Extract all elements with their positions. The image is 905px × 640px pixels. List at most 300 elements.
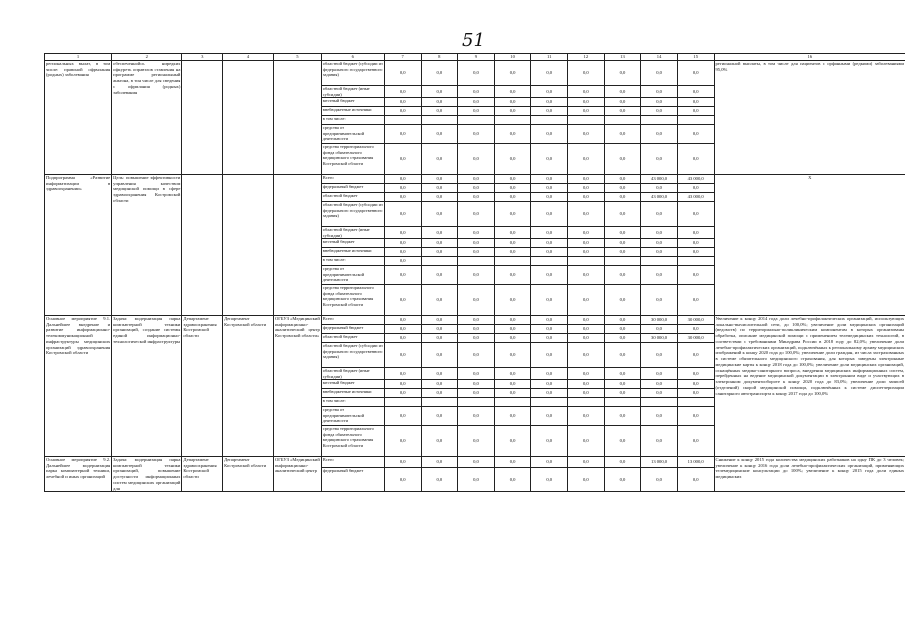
amount-cell: [384, 116, 421, 125]
amount-cell: 0,0: [604, 125, 641, 144]
column-number-cell: 15: [677, 54, 714, 61]
funding-source-label: областной бюджет (субсидии из федерального государственного задания): [321, 202, 384, 227]
amount-cell: 0,0: [641, 343, 678, 368]
amount-cell: 0,0: [641, 248, 678, 257]
amount-cell: 0,0: [531, 334, 568, 343]
amount-cell: 0,0: [641, 86, 678, 98]
block-c2-cell: Задача: модернизация парка компьютерной техники организаций, повышение доступности информационных систем медицинских организаций для: [113, 457, 181, 491]
amount-cell: 0,0: [458, 193, 495, 202]
amount-cell: 0,0: [641, 285, 678, 316]
amount-cell: [421, 116, 458, 125]
funding-source-label: в том числе:: [321, 116, 384, 125]
block-c2-cell: обеспеченнойсь ниредких офкуреть оправтлов ставления на программе регионалыный аньтона, в тон числе для сведения с офрмлания (родных) заболевания: [112, 61, 182, 175]
amount-cell: 0,0: [494, 248, 531, 257]
amount-cell: 0,0: [458, 184, 495, 193]
amount-cell: 0,0: [384, 175, 421, 184]
amount-cell: 0,0: [421, 334, 458, 343]
block-c5-cell: [273, 175, 321, 316]
amount-cell: 0,0: [494, 193, 531, 202]
amount-cell: 0,0: [531, 325, 568, 334]
amount-cell: 0,0: [421, 343, 458, 368]
amount-cell: 0,0: [494, 468, 531, 492]
amount-cell: 0,0: [421, 407, 458, 426]
amount-cell: 0,0: [384, 61, 421, 86]
amount-cell: 0,0: [421, 184, 458, 193]
amount-cell: 0,0: [384, 316, 421, 325]
amount-cell: 0,0: [458, 202, 495, 227]
amount-cell: 0,0: [384, 457, 421, 468]
amount-cell: 0,0: [531, 407, 568, 426]
amount-cell: 0,0: [494, 426, 531, 457]
target-indicators-cell: Снижение к концу 2015 года количества медицинских работников на одну ПК до 3 человек; увеличение к концу 2016 года доли лечебно-профилактических организаций, применяющих телемедицинские консультации до 100%; увеличение к концу 2015 года доли единых медицинских: [714, 457, 905, 492]
funding-source-label: в том числе:: [321, 398, 384, 407]
amount-cell: 0,0: [531, 426, 568, 457]
amount-cell: 0,0: [384, 184, 421, 193]
amount-cell: 0,0: [677, 389, 714, 398]
block-c4-cell: Департамент Костромской области: [223, 457, 274, 492]
funding-source-label: средства территориального фонда обязательного медицинского страхования Костромской области: [321, 426, 384, 457]
column-number-cell: 4: [223, 54, 274, 61]
amount-cell: 0,0: [677, 107, 714, 116]
amount-cell: 0,0: [677, 407, 714, 426]
amount-cell: 0,0: [604, 86, 641, 98]
amount-cell: 0,0: [531, 343, 568, 368]
table-body: [45, 54, 905, 492]
amount-cell: 0,0: [421, 325, 458, 334]
amount-cell: 0,0: [531, 380, 568, 389]
amount-cell: 0,0: [494, 144, 531, 175]
amount-cell: 0,0: [384, 368, 421, 380]
amount-cell: [641, 398, 678, 407]
amount-cell: [677, 398, 714, 407]
amount-cell: 0,0: [677, 368, 714, 380]
amount-cell: 0,0: [384, 125, 421, 144]
amount-cell: 43 000,0: [677, 193, 714, 202]
amount-cell: 0,0: [568, 285, 605, 316]
amount-cell: 0,0: [421, 98, 458, 107]
table-row: [45, 61, 905, 86]
amount-cell: 0,0: [421, 380, 458, 389]
amount-cell: 0,0: [641, 380, 678, 389]
amount-cell: 0,0: [494, 389, 531, 398]
block-c2-cell: Задача: модернизация парка компьютерной техники организаций, создание системы единой информационно-технологической инфраструктуры: [112, 316, 182, 457]
amount-cell: 0,0: [384, 334, 421, 343]
amount-cell: 0,0: [604, 380, 641, 389]
column-number-cell: 10: [494, 54, 531, 61]
amount-cell: 0,0: [421, 426, 458, 457]
amount-cell: 0,0: [604, 389, 641, 398]
amount-cell: 0,0: [384, 266, 421, 285]
amount-cell: 0,0: [531, 248, 568, 257]
amount-cell: 0,0: [677, 248, 714, 257]
amount-cell: 0,0: [384, 239, 421, 248]
funding-source-label: Всего: [321, 175, 384, 184]
block-c3-cell: Департамент здравоохранения Костромской области: [182, 457, 223, 492]
funding-source-label: в том числе:: [321, 257, 384, 266]
amount-cell: [604, 116, 641, 125]
funding-source-label: средства территориального фонда обязательного медицинского страхования Костромской области: [321, 285, 384, 316]
amount-cell: 30 000,0: [677, 334, 714, 343]
amount-cell: 0,0: [568, 125, 605, 144]
funding-source-label: местный бюджет: [321, 380, 384, 389]
amount-cell: 0,0: [421, 202, 458, 227]
amount-cell: 30 000,0: [641, 334, 678, 343]
block-c3-cell: Департамент здравоохранения Костромской области: [182, 316, 223, 457]
amount-cell: 0,0: [458, 175, 495, 184]
amount-cell: 0,0: [677, 325, 714, 334]
amount-cell: 0,0: [641, 407, 678, 426]
funding-source-label: областной бюджет (субсидии из федерального государственного задания): [321, 61, 384, 86]
amount-cell: 0,0: [421, 227, 458, 239]
amount-cell: 0,0: [384, 107, 421, 116]
amount-cell: 0,0: [494, 175, 531, 184]
amount-cell: 0,0: [458, 407, 495, 426]
block-c2-cell: Цель: повышение эффективности управления качеством медицинской помощи в сфере здравоохранения Костромской области: [112, 175, 182, 316]
amount-cell: 0,0: [604, 325, 641, 334]
amount-cell: 0,0: [604, 266, 641, 285]
amount-cell: [677, 257, 714, 266]
amount-cell: 0,0: [458, 248, 495, 257]
amount-cell: 0,0: [531, 266, 568, 285]
amount-cell: 0,0: [677, 184, 714, 193]
amount-cell: 0,0: [384, 193, 421, 202]
amount-cell: 0,0: [568, 407, 605, 426]
amount-cell: 0,0: [458, 227, 495, 239]
amount-cell: 0,0: [458, 285, 495, 316]
page-number: 51: [462, 30, 485, 51]
amount-cell: 0,0: [568, 368, 605, 380]
amount-cell: 0,0: [421, 457, 458, 468]
amount-cell: [494, 116, 531, 125]
amount-cell: 0,0: [568, 316, 605, 325]
amount-cell: 0,0: [458, 98, 495, 107]
amount-cell: 0,0: [568, 144, 605, 175]
amount-cell: 0,0: [384, 285, 421, 316]
amount-cell: 0,0: [384, 248, 421, 257]
amount-cell: 0,0: [384, 98, 421, 107]
amount-cell: 0,0: [384, 202, 421, 227]
funding-source-label: областной бюджет (иные субсидии): [321, 227, 384, 239]
amount-cell: 0,0: [604, 184, 641, 193]
amount-cell: 0,0: [494, 266, 531, 285]
amount-cell: 0,0: [494, 325, 531, 334]
amount-cell: 0,0: [604, 457, 641, 468]
amount-cell: 0,0: [458, 457, 495, 468]
amount-cell: 0,0: [568, 193, 605, 202]
table-row: [45, 175, 905, 184]
amount-cell: 0,0: [494, 368, 531, 380]
amount-cell: [641, 257, 678, 266]
amount-cell: 0,0: [604, 285, 641, 316]
table-row: [45, 457, 905, 468]
amount-cell: 0,0: [677, 380, 714, 389]
amount-cell: 0,0: [384, 325, 421, 334]
amount-cell: 0,0: [604, 248, 641, 257]
amount-cell: 0,0: [421, 316, 458, 325]
amount-cell: 0,0: [458, 61, 495, 86]
amount-cell: 0,0: [604, 107, 641, 116]
amount-cell: 0,0: [641, 144, 678, 175]
amount-cell: 0,0: [384, 227, 421, 239]
budget-table: [44, 53, 905, 492]
amount-cell: 13 000,0: [641, 457, 678, 468]
amount-cell: 0,0: [458, 107, 495, 116]
amount-cell: 0,0: [568, 426, 605, 457]
amount-cell: 0,0: [531, 144, 568, 175]
amount-cell: 0,0: [531, 389, 568, 398]
amount-cell: 0,0: [458, 334, 495, 343]
amount-cell: 0,0: [458, 426, 495, 457]
amount-cell: 0,0: [531, 239, 568, 248]
amount-cell: 0,0: [384, 343, 421, 368]
amount-cell: 0,0: [531, 107, 568, 116]
amount-cell: 0,0: [604, 144, 641, 175]
block-c3-cell: [182, 61, 223, 175]
amount-cell: 0,0: [604, 193, 641, 202]
funding-source-label: областной бюджет: [321, 334, 384, 343]
amount-cell: [458, 257, 495, 266]
amount-cell: 0,0: [531, 86, 568, 98]
amount-cell: 0,0: [568, 468, 605, 492]
amount-cell: 0,0: [677, 125, 714, 144]
amount-cell: 30 000,0: [677, 316, 714, 325]
amount-cell: 0,0: [531, 316, 568, 325]
amount-cell: 0,0: [421, 368, 458, 380]
amount-cell: 0,0: [531, 285, 568, 316]
amount-cell: 0,0: [604, 343, 641, 368]
funding-source-label: федеральный бюджет: [321, 325, 384, 334]
amount-cell: 0,0: [568, 248, 605, 257]
amount-cell: 0,0: [531, 184, 568, 193]
column-number-cell: 16: [714, 54, 905, 61]
amount-cell: 0,0: [604, 426, 641, 457]
amount-cell: 30 000,0: [641, 316, 678, 325]
amount-cell: 0,0: [384, 407, 421, 426]
amount-cell: 0,0: [494, 61, 531, 86]
amount-cell: [494, 257, 531, 266]
amount-cell: 0,0: [604, 98, 641, 107]
amount-cell: 0,0: [641, 61, 678, 86]
amount-cell: 0,0: [384, 86, 421, 98]
amount-cell: 0,0: [384, 257, 421, 266]
amount-cell: 0,0: [677, 468, 714, 492]
amount-cell: 0,0: [421, 61, 458, 86]
amount-cell: 0,0: [604, 407, 641, 426]
funding-source-label: областной бюджет (иные субсидии): [321, 368, 384, 380]
amount-cell: 0,0: [568, 107, 605, 116]
amount-cell: 0,0: [568, 389, 605, 398]
amount-cell: 0,0: [677, 227, 714, 239]
amount-cell: [421, 257, 458, 266]
amount-cell: 0,0: [568, 98, 605, 107]
amount-cell: 0,0: [531, 61, 568, 86]
amount-cell: 0,0: [677, 86, 714, 98]
amount-cell: 0,0: [494, 125, 531, 144]
block-c4-cell: Департамент Костромской области: [223, 316, 274, 457]
amount-cell: 0,0: [568, 202, 605, 227]
amount-cell: [677, 116, 714, 125]
block-c5-cell: [273, 61, 321, 175]
amount-cell: 0,0: [494, 334, 531, 343]
amount-cell: 0,0: [458, 239, 495, 248]
block-c1-cell: Основное мероприятие 9.1. Дальнейшее внедрение и развитие информационно-телекоммуникационной инфраструктуры медицинских организаций здравоохранения Костромской области: [45, 316, 112, 457]
amount-cell: 0,0: [531, 98, 568, 107]
amount-cell: 0,0: [568, 239, 605, 248]
amount-cell: 0,0: [421, 389, 458, 398]
block-c5-cell: ОГБУЗ «Медицинский информационно-аналитический центр Костромской области»: [273, 316, 321, 457]
target-indicators-cell: Увеличение к концу 2014 года доли лечебно-профилактических организаций, использующих локально-вычислительной сети, до 100,0%; увеличение доли медицинских организаций (ведомств) по территориально-поликлиническим компонентам в которых организованы обработка, описание медицинской помощи с применением телемедицинских технологий, в соответствии с требованиями Минздрава России в 2018 году до 82,0%; увеличение доли лечебно-профилактических организаций, подключённых к региональному архиву медицинских изображений к концу 2020 года до 100,0%; увеличение доли граждан, из числа застрахованных в системе обязательного медицинского страхования, для которых заведены электронные медицинские карты к концу 2018 года до 100,0%; увеличение доли медицинских организаций, оснащённых медико-санитарного вопроса, внедрения медицинских информационных систем, перейденных на ведение медицинской документации в электронном виде и участвующих в электронном документообороте к концу 2020 года до 83,0%; увеличение доли записей (отделений) скорой медицинской помощи, подключённых к системе диспетчеризации санитарного автотранспорта к концу 2017 года до 100,0%: [714, 316, 905, 457]
column-number-cell: 11: [531, 54, 568, 61]
funding-source-label: федеральный бюджет: [321, 468, 384, 492]
amount-cell: 0,0: [494, 285, 531, 316]
amount-cell: 0,0: [641, 468, 678, 492]
funding-source-label: местный бюджет: [321, 98, 384, 107]
amount-cell: 0,0: [421, 285, 458, 316]
funding-source-label: Всего: [321, 457, 384, 468]
funding-source-label: федеральный бюджет: [321, 184, 384, 193]
amount-cell: 0,0: [604, 368, 641, 380]
amount-cell: 0,0: [604, 239, 641, 248]
amount-cell: 0,0: [568, 343, 605, 368]
funding-source-label: средства от предпринимательской деятельности: [321, 407, 384, 426]
amount-cell: 0,0: [494, 98, 531, 107]
amount-cell: [604, 257, 641, 266]
amount-cell: 0,0: [677, 98, 714, 107]
amount-cell: 0,0: [604, 468, 641, 492]
amount-cell: 0,0: [458, 86, 495, 98]
block-c5-cell: ОГБУЗ «Медицинский информационно-аналитический центр: [273, 457, 321, 492]
block-c1-cell: Подпрограмма «Развитие информатизации в здравоохранении»: [45, 175, 112, 316]
amount-cell: 0,0: [677, 144, 714, 175]
funding-source-label: областной бюджет: [321, 193, 384, 202]
amount-cell: [641, 116, 678, 125]
column-number-cell: 1: [45, 54, 112, 61]
amount-cell: 0,0: [604, 316, 641, 325]
amount-cell: 0,0: [677, 239, 714, 248]
amount-cell: 0,0: [494, 107, 531, 116]
amount-cell: 0,0: [677, 285, 714, 316]
header-row: [45, 54, 905, 61]
amount-cell: [421, 398, 458, 407]
amount-cell: 0,0: [494, 380, 531, 389]
amount-cell: 0,0: [568, 86, 605, 98]
amount-cell: [531, 398, 568, 407]
column-number-cell: 12: [568, 54, 605, 61]
amount-cell: 0,0: [677, 61, 714, 86]
amount-cell: [458, 116, 495, 125]
funding-source-label: местный бюджет: [321, 239, 384, 248]
column-number-cell: 3: [182, 54, 223, 61]
funding-source-label: Всего: [321, 316, 384, 325]
amount-cell: 0,0: [458, 389, 495, 398]
amount-cell: 13 000,0: [677, 457, 714, 468]
column-number-cell: 5: [273, 54, 321, 61]
amount-cell: 0,0: [641, 389, 678, 398]
amount-cell: 0,0: [421, 86, 458, 98]
amount-cell: 0,0: [458, 468, 495, 492]
funding-source-label: внебюджетные источники: [321, 248, 384, 257]
amount-cell: 0,0: [568, 334, 605, 343]
amount-cell: 0,0: [531, 125, 568, 144]
amount-cell: 0,0: [531, 368, 568, 380]
amount-cell: 0,0: [641, 227, 678, 239]
amount-cell: 0,0: [531, 227, 568, 239]
amount-cell: 0,0: [421, 266, 458, 285]
amount-cell: 0,0: [677, 426, 714, 457]
column-number-cell: 2: [112, 54, 182, 61]
amount-cell: 0,0: [421, 193, 458, 202]
funding-source-label: областной бюджет (субсидии из федерального государственного задания): [321, 343, 384, 368]
amount-cell: [568, 116, 605, 125]
amount-cell: [531, 116, 568, 125]
amount-cell: 0,0: [494, 202, 531, 227]
amount-cell: 0,0: [604, 227, 641, 239]
amount-cell: 0,0: [568, 184, 605, 193]
amount-cell: 0,0: [641, 266, 678, 285]
target-indicators-cell: регионалной выплаты, в том числе для пациентов с орфанными (редкими) заболеваниями 95,0%: [714, 61, 905, 175]
amount-cell: 0,0: [641, 107, 678, 116]
amount-cell: 0,0: [458, 368, 495, 380]
amount-cell: 0,0: [384, 144, 421, 175]
amount-cell: 0,0: [604, 334, 641, 343]
amount-cell: 0,0: [384, 468, 421, 492]
amount-cell: 43 000,0: [677, 175, 714, 184]
table-row: [45, 316, 905, 325]
funding-source-label: средства территориального фонда обязательного медицинского страхования Костромской области: [321, 144, 384, 175]
amount-cell: 0,0: [641, 98, 678, 107]
amount-cell: 0,0: [677, 202, 714, 227]
amount-cell: 0,0: [494, 407, 531, 426]
block-c1-cell: Основное мероприятие 9.2. Дальнейшее модернизация парка компьютерной техники, лечебной и иных организаций: [45, 457, 112, 492]
block-c4-cell: [223, 175, 274, 316]
amount-cell: 0,0: [421, 468, 458, 492]
block-c3-cell: [182, 175, 223, 316]
column-number-cell: 9: [458, 54, 495, 61]
amount-cell: [494, 398, 531, 407]
column-number-cell: 14: [641, 54, 678, 61]
amount-cell: 0,0: [494, 343, 531, 368]
column-number-cell: 13: [604, 54, 641, 61]
amount-cell: 0,0: [494, 239, 531, 248]
amount-cell: 0,0: [494, 86, 531, 98]
amount-cell: 0,0: [568, 227, 605, 239]
amount-cell: 0,0: [531, 193, 568, 202]
amount-cell: 43 000,0: [641, 175, 678, 184]
target-indicators-cell: Х: [714, 175, 905, 316]
amount-cell: 0,0: [568, 61, 605, 86]
amount-cell: [604, 398, 641, 407]
amount-cell: [568, 257, 605, 266]
amount-cell: 0,0: [494, 316, 531, 325]
amount-cell: 0,0: [568, 457, 605, 468]
amount-cell: 0,0: [458, 380, 495, 389]
amount-cell: 0,0: [568, 175, 605, 184]
column-number-cell: 6: [321, 54, 384, 61]
amount-cell: 0,0: [531, 457, 568, 468]
amount-cell: 43 000,0: [641, 193, 678, 202]
amount-cell: 0,0: [604, 175, 641, 184]
amount-cell: 0,0: [421, 125, 458, 144]
column-number-cell: 7: [384, 54, 421, 61]
amount-cell: [384, 398, 421, 407]
amount-cell: 0,0: [421, 248, 458, 257]
amount-cell: 0,0: [641, 325, 678, 334]
funding-source-label: внебюджетные источники: [321, 389, 384, 398]
amount-cell: 0,0: [494, 227, 531, 239]
amount-cell: 0,0: [421, 107, 458, 116]
amount-cell: 0,0: [458, 325, 495, 334]
amount-cell: 0,0: [458, 266, 495, 285]
